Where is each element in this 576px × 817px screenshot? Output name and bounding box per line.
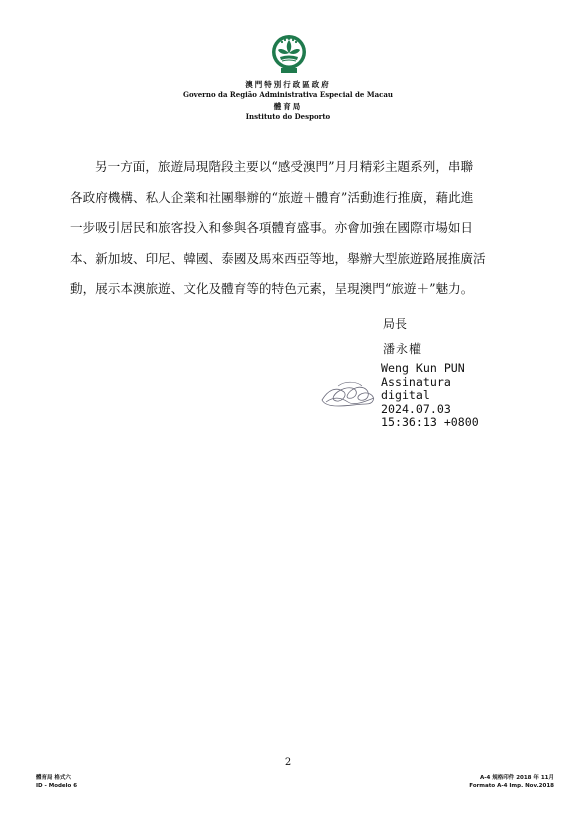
form-code-pt: ID - Modelo 6 bbox=[36, 783, 78, 789]
page-number: 2 bbox=[284, 757, 292, 768]
signer-title: 局長 bbox=[383, 317, 408, 331]
paragraph-line: 一步吸引居民和旅客投入和參與各項體育盛事。亦會加強在國際市場如日 bbox=[70, 220, 473, 235]
print-format-pt: Formato A-4 Imp. Nov.2018 bbox=[469, 783, 554, 789]
print-format-zh: A-4 規格印件 2018 年 11月 bbox=[480, 775, 554, 781]
signer-name: 潘永權 bbox=[383, 342, 423, 356]
paragraph-line: 本、新加坡、印尼、韓國、泰國及馬來西亞等地，舉辦大型旅遊路展推廣活 bbox=[70, 250, 486, 266]
institute-name-zh: 體育局 bbox=[273, 102, 303, 111]
paragraph-line: 各政府機構、私人企業和社團舉辦的“旅遊＋體育”活動進行推廣，藉此進 bbox=[70, 189, 474, 205]
handwritten-signature bbox=[318, 376, 380, 412]
digital-signature-date: 2024.07.03 bbox=[381, 401, 451, 416]
institute-name-pt: Instituto do Desporto bbox=[245, 112, 331, 121]
digital-signature-line: digital bbox=[381, 388, 430, 403]
paragraph-line: 動，展示本澳旅遊、文化及體育等的特色元素，呈現澳門“旅遊＋”魅力。 bbox=[70, 281, 474, 296]
footer-left bbox=[36, 774, 77, 790]
government-name-zh: 澳門特別行政區政府 bbox=[245, 80, 331, 89]
form-code-zh: 體育局 格式六 bbox=[36, 775, 71, 781]
digital-signature-line: Assinatura bbox=[381, 374, 451, 389]
digital-signature-time: 15:36:13 +0800 bbox=[381, 415, 479, 430]
digital-signature-line: Weng Kun PUN bbox=[381, 361, 465, 375]
macau-emblem-icon bbox=[270, 34, 308, 74]
footer-right bbox=[469, 774, 554, 790]
paragraph-line: 另一方面，旅遊局現階段主要以“感受澳門”月月精彩主題系列，串聯 bbox=[95, 159, 474, 174]
digital-signature-block bbox=[381, 362, 479, 430]
body-paragraph bbox=[70, 152, 518, 305]
government-name-pt: Governo da Região Administrativa Especial de Macau bbox=[183, 90, 393, 99]
